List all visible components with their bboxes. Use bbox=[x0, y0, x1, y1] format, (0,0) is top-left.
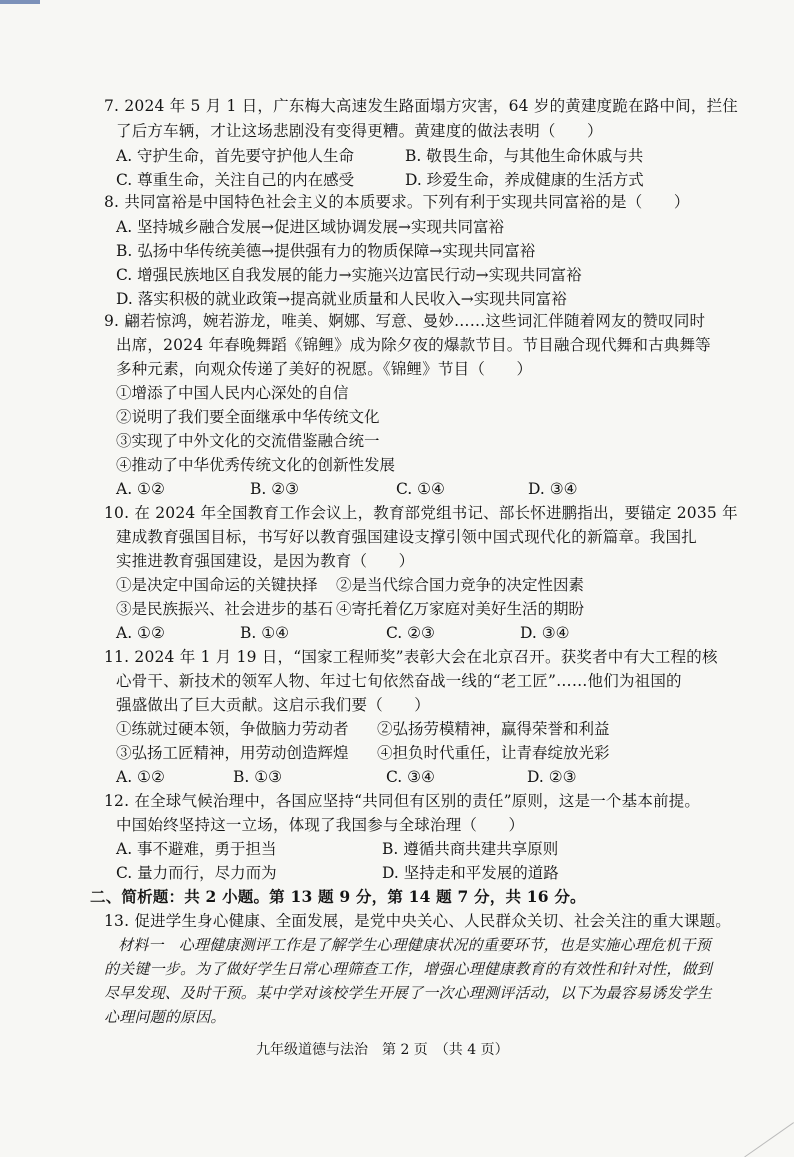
scan-corner-mark bbox=[0, 0, 40, 4]
q11-stem-line-3: 强盛做出了巨大贡献。这启示我们要（ ） bbox=[116, 696, 431, 714]
q13-material-line-2: 的关键一步。为了做好学生日常心理筛查工作，增强心理健康教育的有效性和针对性，做到 bbox=[104, 960, 713, 978]
q9-choice-d: D. ③④ bbox=[528, 480, 578, 498]
q11-choice-d: D. ②③ bbox=[527, 768, 577, 786]
q13-stem: 13. 促进学生身心健康、全面发展，是党中央关心、人民群众关切、社会关注的重大课题。 bbox=[104, 912, 731, 930]
q9-item-1: ①增添了中国人民内心深处的自信 bbox=[116, 384, 349, 402]
q9-choice-a: A. ①② bbox=[116, 480, 165, 498]
q11-stem-line-2: 心骨干、新技术的领军人物、年过七旬依然奋战一线的“老工匠”……他们为祖国的 bbox=[116, 672, 682, 690]
q7-stem-line-2: 了后方车辆，才让这场悲剧没有变得更糟。黄建度的做法表明（ ） bbox=[116, 122, 603, 140]
q10-stem-line-3: 实推进教育强国建设，是因为教育（ ） bbox=[116, 552, 415, 570]
q11-item-3: ③弘扬工匠精神，用劳动创造辉煌 bbox=[116, 744, 349, 762]
q9-item-4: ④推动了中华优秀传统文化的创新性发展 bbox=[116, 456, 396, 474]
q10-item-4: ④寄托着亿万家庭对美好生活的期盼 bbox=[336, 600, 585, 618]
q12-option-b: B. 遵循共商共建共享原则 bbox=[382, 840, 559, 858]
q12-stem-line-1: 12. 在全球气候治理中，各国应坚持“共同但有区别的责任”原则，这是一个基本前提。 bbox=[104, 792, 701, 810]
q7-stem-line-1: 7. 2024 年 5 月 1 日，广东梅大高速发生路面塌方灾害，64 岁的黄建度跪在路中间，拦住 bbox=[104, 97, 738, 115]
q7-option-d: D. 珍爱生命，养成健康的生活方式 bbox=[405, 171, 644, 189]
q11-stem-line-1: 11. 2024 年 1 月 19 日，“国家工程师奖”表彰大会在北京召开。获奖者中有大工程的核 bbox=[104, 648, 718, 666]
q9-stem-line-1: 9. 翩若惊鸿，婉若游龙，唯美、婀娜、写意、曼妙……这些词汇伴随着网友的赞叹同时 bbox=[104, 312, 706, 330]
q12-stem-line-2: 中国始终坚持这一立场，体现了我国参与全球治理（ ） bbox=[116, 816, 525, 834]
q12-option-c: C. 量力而行，尽力而为 bbox=[116, 864, 277, 882]
q9-stem-line-2: 出席，2024 年春晚舞蹈《锦鲤》成为除夕夜的爆款节目。节目融合现代舞和古典舞等 bbox=[116, 336, 711, 354]
q8-option-b: B. 弘扬中华传统美德→提供强有力的物质保障→实现共同富裕 bbox=[116, 242, 536, 260]
q7-option-c: C. 尊重生命，关注自己的内在感受 bbox=[116, 171, 355, 189]
q11-choice-a: A. ①② bbox=[116, 768, 165, 786]
q9-item-3: ③实现了中外文化的交流借鉴融合统一 bbox=[116, 432, 380, 450]
q13-material-line-1: 材料一 心理健康测评工作是了解学生心理健康状况的重要环节，也是实施心理危机干预 bbox=[118, 936, 711, 954]
q12-option-d: D. 坚持走和平发展的道路 bbox=[382, 864, 559, 882]
q10-choice-a: A. ①② bbox=[116, 624, 165, 642]
q11-item-4: ④担负时代重任，让青春绽放光彩 bbox=[377, 744, 610, 762]
q9-choice-c: C. ①④ bbox=[396, 480, 445, 498]
q8-stem-line-1: 8. 共同富裕是中国特色社会主义的本质要求。下列有利于实现共同富裕的是（ ） bbox=[104, 193, 690, 211]
q11-choice-b: B. ①③ bbox=[233, 768, 283, 786]
q7-option-b: B. 敬畏生命，与其他生命休戚与共 bbox=[405, 147, 644, 165]
q10-stem-line-1: 10. 在 2024 年全国教育工作会议上，教育部党组书记、部长怀进鹏指出，要锚定 2035 年 bbox=[104, 504, 738, 522]
q10-item-2: ②是当代综合国力竞争的决定性因素 bbox=[336, 576, 585, 594]
q8-option-c: C. 增强民族地区自我发展的能力→实施兴边富民行动→实现共同富裕 bbox=[116, 266, 582, 284]
q10-choice-d: D. ③④ bbox=[520, 624, 570, 642]
q10-choice-c: C. ②③ bbox=[386, 624, 435, 642]
q8-option-d: D. 落实积极的就业政策→提高就业质量和人民收入→实现共同富裕 bbox=[116, 290, 567, 308]
scan-edge-mark bbox=[744, 1122, 794, 1157]
q10-choice-b: B. ①④ bbox=[240, 624, 290, 642]
q9-stem-line-3: 多种元素，向观众传递了美好的祝愿。《锦鲤》节目（ ） bbox=[116, 360, 533, 378]
q7-option-a: A. 守护生命，首先要守护他人生命 bbox=[116, 147, 355, 165]
q8-option-a: A. 坚持城乡融合发展→促进区域协调发展→实现共同富裕 bbox=[116, 218, 505, 236]
q12-option-a: A. 事不避难，勇于担当 bbox=[116, 840, 277, 858]
q13-material-line-3: 尽早发现、及时干预。某中学对该校学生开展了一次心理测评活动，以下为最容易诱发学生 bbox=[104, 984, 713, 1002]
q10-stem-line-2: 建成教育强国目标，书写好以教育强国建设支撑引领中国式现代化的新篇章。我国扎 bbox=[116, 528, 697, 546]
q11-choice-c: C. ③④ bbox=[386, 768, 435, 786]
page-footer: 九年级道德与法治 第 2 页 （共 4 页） bbox=[256, 1042, 509, 1058]
section-2-heading: 二、简析题：共 2 小题。第 13 题 9 分，第 14 题 7 分，共 16 分。 bbox=[90, 887, 586, 906]
q10-item-1: ①是决定中国命运的关键抉择 bbox=[116, 576, 318, 594]
q13-material-line-4: 心理问题的原因。 bbox=[104, 1008, 226, 1026]
q11-item-2: ②弘扬劳模精神，赢得荣誉和利益 bbox=[377, 720, 610, 738]
q9-choice-b: B. ②③ bbox=[250, 480, 300, 498]
q9-item-2: ②说明了我们要全面继承中华传统文化 bbox=[116, 408, 380, 426]
q10-item-3: ③是民族振兴、社会进步的基石 bbox=[116, 600, 334, 618]
q11-item-1: ①练就过硬本领，争做脑力劳动者 bbox=[116, 720, 349, 738]
